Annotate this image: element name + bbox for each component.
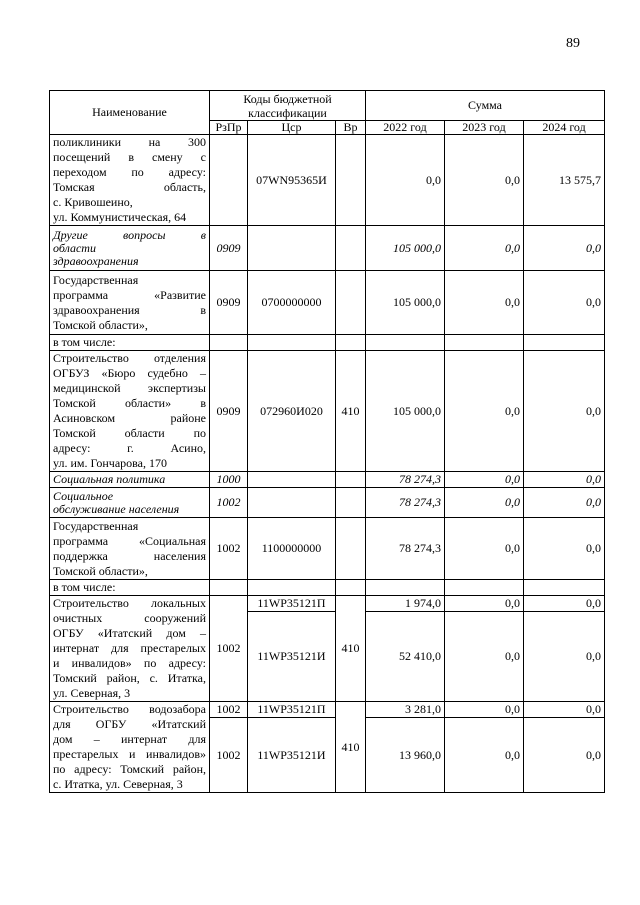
row-csr: 072960И020: [248, 351, 336, 472]
row-2022: 78 274,3: [366, 488, 445, 518]
row-2022: 1 974,0: [366, 596, 445, 612]
row-name: в том числе:: [50, 580, 210, 596]
header-vr: Вр: [336, 121, 366, 135]
row-rzpr: 1002: [210, 718, 248, 793]
budget-table: [49, 90, 605, 793]
row-vr: [336, 271, 366, 335]
row-rzpr: 0909: [210, 226, 248, 271]
row-2022: 52 410,0: [366, 612, 445, 702]
row-2023: 0,0: [445, 351, 524, 472]
table-row: [50, 518, 605, 580]
header-csr: Цср: [248, 121, 336, 135]
row-2024: 0,0: [524, 472, 605, 488]
row-name: Государственная программа «Социальная поддержка населения Томской области»,: [50, 518, 210, 580]
row-rzpr: 1002: [210, 488, 248, 518]
row-rzpr: 1002: [210, 596, 248, 702]
row-2024: 0,0: [524, 702, 605, 718]
row-2024: 0,0: [524, 718, 605, 793]
page-number: 89: [566, 36, 580, 51]
row-csr: 0700000000: [248, 271, 336, 335]
row-name: Другие вопросы в области здравоохранения: [50, 226, 210, 271]
row-2022: 3 281,0: [366, 702, 445, 718]
row-2024: 13 575,7: [524, 135, 605, 226]
row-2023: 0,0: [445, 271, 524, 335]
row-2023: 0,0: [445, 472, 524, 488]
header-rzpr: РзПр: [210, 121, 248, 135]
row-vr: [336, 518, 366, 580]
header-row: [50, 91, 605, 121]
row-2022: 78 274,3: [366, 518, 445, 580]
row-name: Государственная программа «Развитие здравоохранения в Томской области»,: [50, 271, 210, 335]
row-csr: 11WP35121И: [248, 718, 336, 793]
table-row: [50, 335, 605, 351]
row-2022: 105 000,0: [366, 271, 445, 335]
row-2023: 0,0: [445, 488, 524, 518]
table-row: [50, 472, 605, 488]
row-2024: 0,0: [524, 612, 605, 702]
row-csr: 07WN95365И: [248, 135, 336, 226]
row-2024: 0,0: [524, 596, 605, 612]
row-vr: 410: [336, 596, 366, 702]
row-2023: 0,0: [445, 702, 524, 718]
row-csr: 11WP35121П: [248, 702, 336, 718]
row-rzpr: [210, 135, 248, 226]
header-sum: Сумма: [366, 91, 605, 121]
row-name: в том числе:: [50, 335, 210, 351]
row-name: Строительство локальных очистных сооружений ОГБУ «Итатский дом – интернат для престарелых и инвалидов» по адресу: Томский район, с. Итатка, ул. Северная, 3: [50, 596, 210, 702]
row-csr: [248, 226, 336, 271]
row-2024: 0,0: [524, 488, 605, 518]
table-row: [50, 351, 605, 472]
row-csr: 11WP35121П: [248, 596, 336, 612]
table-row: [50, 580, 605, 596]
row-rzpr: 0909: [210, 351, 248, 472]
row-vr: 410: [336, 702, 366, 793]
row-name: поликлиники на 300 посещений в смену с переходом по адресу: Томская область, с. Кривошеино, ул. Коммунистическая, 64: [50, 135, 210, 226]
row-name: Строительство водозабора для ОГБУ «Итатский дом – интернат для престарелых и инвалидов» по адресу: Томский район, с. Итатка, ул. Северная, 3: [50, 702, 210, 793]
row-name: Строительство отделения ОГБУЗ «Бюро судебно – медицинской экспертизы Томской области» в Асиновском районе Томской области по адресу: г. Асино, ул. им. Гончарова, 170: [50, 351, 210, 472]
row-rzpr: 1002: [210, 518, 248, 580]
table-row: [50, 488, 605, 518]
row-2024: 0,0: [524, 518, 605, 580]
table-row: [50, 702, 605, 718]
table-row: [50, 596, 605, 612]
row-2023: 0,0: [445, 226, 524, 271]
row-vr: [336, 226, 366, 271]
header-2023: 2023 год: [445, 121, 524, 135]
row-2022: 78 274,3: [366, 472, 445, 488]
row-2023: 0,0: [445, 718, 524, 793]
table-row: [50, 226, 605, 271]
row-2023: 0,0: [445, 518, 524, 580]
table-row: [50, 135, 605, 226]
row-2022: 105 000,0: [366, 351, 445, 472]
row-2023: 0,0: [445, 135, 524, 226]
row-name: Социальное обслуживание населения: [50, 488, 210, 518]
header-2022: 2022 год: [366, 121, 445, 135]
row-vr: [336, 135, 366, 226]
header-2024: 2024 год: [524, 121, 605, 135]
row-csr: 1100000000: [248, 518, 336, 580]
row-rzpr: 1000: [210, 472, 248, 488]
row-2022: 0,0: [366, 135, 445, 226]
row-2022: 105 000,0: [366, 226, 445, 271]
row-vr: 410: [336, 351, 366, 472]
row-2024: 0,0: [524, 351, 605, 472]
row-2023: 0,0: [445, 612, 524, 702]
row-2022: 13 960,0: [366, 718, 445, 793]
row-2023: 0,0: [445, 596, 524, 612]
table-row: [50, 271, 605, 335]
header-name: Наименование: [50, 91, 210, 135]
row-name: Социальная политика: [50, 472, 210, 488]
row-2024: 0,0: [524, 226, 605, 271]
row-rzpr: 0909: [210, 271, 248, 335]
row-2024: 0,0: [524, 271, 605, 335]
row-csr: 11WP35121И: [248, 612, 336, 702]
header-codes: Коды бюджетной классификации: [210, 91, 366, 121]
row-rzpr: 1002: [210, 702, 248, 718]
